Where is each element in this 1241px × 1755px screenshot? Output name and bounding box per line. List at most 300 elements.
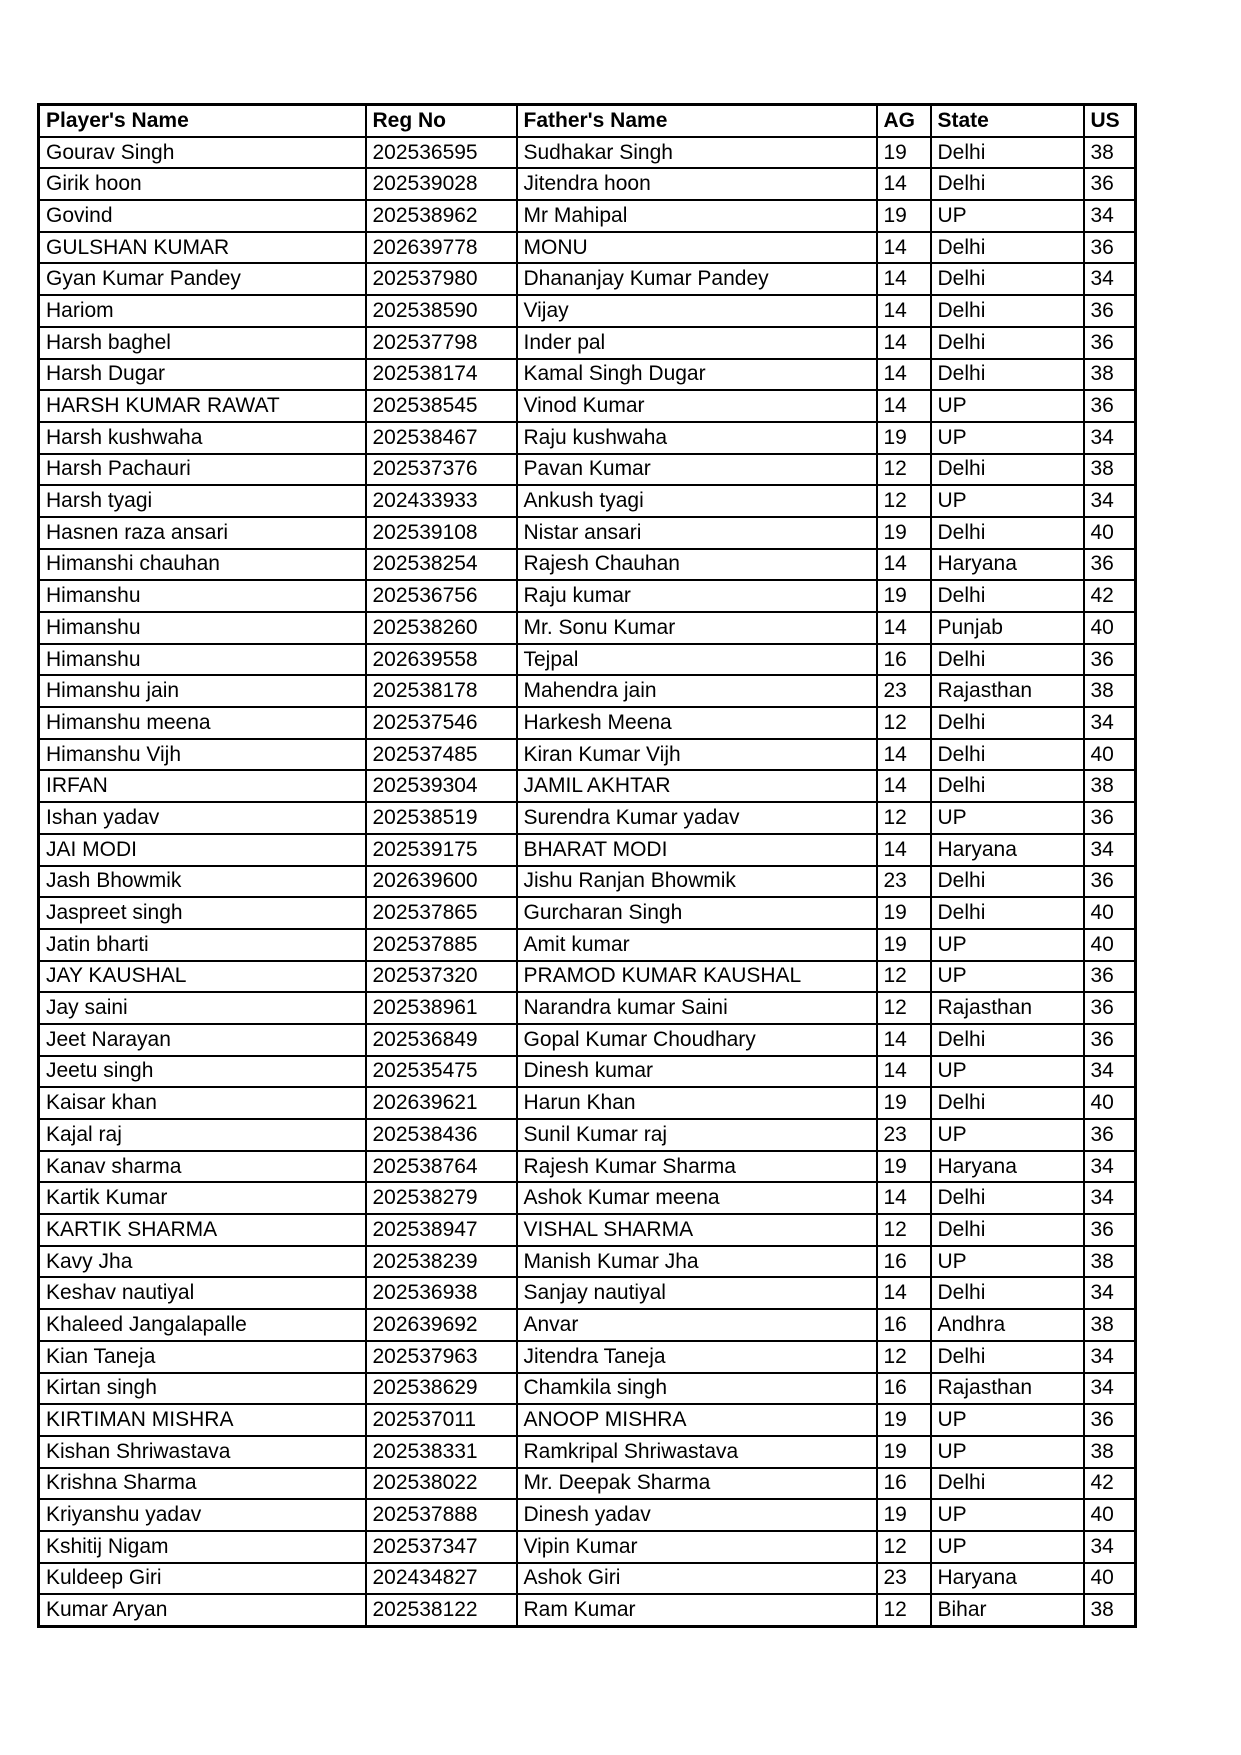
cell-ag: 14: [877, 295, 931, 327]
cell-ag: 12: [877, 992, 931, 1024]
cell-state: UP: [931, 1404, 1084, 1436]
cell-players-name: Harsh Dugar: [39, 359, 366, 391]
cell-us: 34: [1084, 1531, 1136, 1563]
cell-ag: 23: [877, 866, 931, 898]
cell-state: Delhi: [931, 1277, 1084, 1309]
cell-fathers-name: Raju kushwaha: [517, 422, 877, 454]
cell-us: 38: [1084, 359, 1136, 391]
cell-us: 34: [1084, 263, 1136, 295]
cell-players-name: Ishan yadav: [39, 802, 366, 834]
cell-fathers-name: Inder pal: [517, 327, 877, 359]
cell-fathers-name: Jitendra hoon: [517, 168, 877, 200]
cell-fathers-name: Rajesh Kumar Sharma: [517, 1151, 877, 1183]
cell-us: 36: [1084, 866, 1136, 898]
cell-reg-no: 202537885: [366, 929, 517, 961]
cell-players-name: Himanshu jain: [39, 675, 366, 707]
cell-us: 38: [1084, 1246, 1136, 1278]
cell-us: 34: [1084, 1373, 1136, 1405]
cell-reg-no: 202538331: [366, 1436, 517, 1468]
cell-players-name: KIRTIMAN MISHRA: [39, 1404, 366, 1436]
cell-state: Bihar: [931, 1594, 1084, 1626]
cell-state: Delhi: [931, 1341, 1084, 1373]
cell-ag: 14: [877, 834, 931, 866]
header-reg-no: Reg No: [366, 105, 517, 137]
table-row: [39, 1594, 1136, 1626]
cell-ag: 19: [877, 1087, 931, 1119]
cell-players-name: Himanshu: [39, 644, 366, 676]
cell-players-name: Kian Taneja: [39, 1341, 366, 1373]
cell-us: 40: [1084, 897, 1136, 929]
cell-us: 36: [1084, 549, 1136, 581]
table-row: [39, 1087, 1136, 1119]
cell-reg-no: 202538122: [366, 1594, 517, 1626]
table-row: [39, 359, 1136, 391]
cell-fathers-name: Sudhakar Singh: [517, 137, 877, 169]
cell-state: Delhi: [931, 517, 1084, 549]
cell-fathers-name: Amit kumar: [517, 929, 877, 961]
cell-ag: 23: [877, 675, 931, 707]
cell-fathers-name: Sunil Kumar raj: [517, 1119, 877, 1151]
table-row: [39, 1531, 1136, 1563]
cell-players-name: IRFAN: [39, 770, 366, 802]
cell-fathers-name: Harun Khan: [517, 1087, 877, 1119]
cell-ag: 12: [877, 454, 931, 486]
cell-us: 34: [1084, 1151, 1136, 1183]
cell-reg-no: 202639778: [366, 232, 517, 264]
cell-ag: 16: [877, 1246, 931, 1278]
cell-state: Delhi: [931, 359, 1084, 391]
table-row: [39, 1404, 1136, 1436]
cell-players-name: Hasnen raza ansari: [39, 517, 366, 549]
table-row: [39, 992, 1136, 1024]
cell-ag: 14: [877, 1024, 931, 1056]
cell-reg-no: 202538519: [366, 802, 517, 834]
cell-fathers-name: PRAMOD KUMAR KAUSHAL: [517, 961, 877, 993]
cell-us: 40: [1084, 1563, 1136, 1595]
cell-ag: 19: [877, 1151, 931, 1183]
cell-state: UP: [931, 1499, 1084, 1531]
table-row: [39, 1182, 1136, 1214]
cell-fathers-name: Narandra kumar Saini: [517, 992, 877, 1024]
cell-us: 36: [1084, 1119, 1136, 1151]
table-row: [39, 1024, 1136, 1056]
cell-fathers-name: Surendra Kumar yadav: [517, 802, 877, 834]
cell-fathers-name: Dhananjay Kumar Pandey: [517, 263, 877, 295]
table-row: [39, 802, 1136, 834]
table-row: [39, 644, 1136, 676]
cell-ag: 12: [877, 1531, 931, 1563]
cell-players-name: Govind: [39, 200, 366, 232]
cell-reg-no: 202639692: [366, 1309, 517, 1341]
cell-state: UP: [931, 961, 1084, 993]
cell-ag: 16: [877, 1468, 931, 1500]
cell-us: 34: [1084, 1182, 1136, 1214]
cell-us: 38: [1084, 1436, 1136, 1468]
cell-state: Rajasthan: [931, 1373, 1084, 1405]
cell-us: 36: [1084, 168, 1136, 200]
cell-reg-no: 202538545: [366, 390, 517, 422]
cell-players-name: Krishna Sharma: [39, 1468, 366, 1500]
table-row: [39, 897, 1136, 929]
cell-players-name: GULSHAN KUMAR: [39, 232, 366, 264]
cell-reg-no: 202538022: [366, 1468, 517, 1500]
cell-ag: 14: [877, 168, 931, 200]
cell-ag: 14: [877, 1182, 931, 1214]
cell-reg-no: 202538279: [366, 1182, 517, 1214]
cell-players-name: Jatin bharti: [39, 929, 366, 961]
cell-us: 36: [1084, 644, 1136, 676]
cell-players-name: Jeet Narayan: [39, 1024, 366, 1056]
cell-fathers-name: Ashok Kumar meena: [517, 1182, 877, 1214]
cell-players-name: Harsh kushwaha: [39, 422, 366, 454]
cell-reg-no: 202537798: [366, 327, 517, 359]
cell-us: 36: [1084, 295, 1136, 327]
cell-state: Delhi: [931, 866, 1084, 898]
cell-us: 40: [1084, 1087, 1136, 1119]
cell-reg-no: 202539175: [366, 834, 517, 866]
table-row: [39, 866, 1136, 898]
cell-players-name: Kishan Shriwastava: [39, 1436, 366, 1468]
cell-ag: 12: [877, 961, 931, 993]
cell-ag: 14: [877, 359, 931, 391]
table-row: [39, 454, 1136, 486]
cell-state: Delhi: [931, 263, 1084, 295]
cell-players-name: Keshav nautiyal: [39, 1277, 366, 1309]
cell-us: 42: [1084, 1468, 1136, 1500]
cell-state: Delhi: [931, 1087, 1084, 1119]
cell-fathers-name: VISHAL SHARMA: [517, 1214, 877, 1246]
cell-state: Delhi: [931, 644, 1084, 676]
cell-players-name: Himanshu: [39, 612, 366, 644]
cell-fathers-name: Raju kumar: [517, 580, 877, 612]
cell-fathers-name: Jitendra Taneja: [517, 1341, 877, 1373]
cell-reg-no: 202538174: [366, 359, 517, 391]
table-row: [39, 1499, 1136, 1531]
cell-state: Haryana: [931, 834, 1084, 866]
cell-us: 34: [1084, 422, 1136, 454]
cell-ag: 14: [877, 549, 931, 581]
table-row: [39, 707, 1136, 739]
table-row: [39, 232, 1136, 264]
cell-reg-no: 202537888: [366, 1499, 517, 1531]
cell-reg-no: 202536756: [366, 580, 517, 612]
cell-ag: 19: [877, 929, 931, 961]
cell-us: 42: [1084, 580, 1136, 612]
cell-ag: 14: [877, 739, 931, 771]
cell-players-name: HARSH KUMAR RAWAT: [39, 390, 366, 422]
cell-fathers-name: Kamal Singh Dugar: [517, 359, 877, 391]
cell-us: 34: [1084, 1056, 1136, 1088]
cell-ag: 19: [877, 897, 931, 929]
cell-fathers-name: Rajesh Chauhan: [517, 549, 877, 581]
cell-players-name: Himanshu: [39, 580, 366, 612]
cell-us: 34: [1084, 834, 1136, 866]
cell-us: 40: [1084, 1499, 1136, 1531]
cell-reg-no: 202538260: [366, 612, 517, 644]
cell-reg-no: 202536595: [366, 137, 517, 169]
cell-us: 38: [1084, 1594, 1136, 1626]
table-row: [39, 675, 1136, 707]
cell-players-name: Jash Bhowmik: [39, 866, 366, 898]
cell-players-name: Jaspreet singh: [39, 897, 366, 929]
table-body: [39, 137, 1136, 1627]
table-row: [39, 612, 1136, 644]
cell-ag: 19: [877, 137, 931, 169]
cell-ag: 19: [877, 200, 931, 232]
cell-state: UP: [931, 1531, 1084, 1563]
cell-fathers-name: Ram Kumar: [517, 1594, 877, 1626]
cell-state: Delhi: [931, 137, 1084, 169]
cell-fathers-name: Vijay: [517, 295, 877, 327]
cell-state: UP: [931, 929, 1084, 961]
cell-players-name: Himanshu Vijh: [39, 739, 366, 771]
table-row: [39, 770, 1136, 802]
header-fathers-name: Father's Name: [517, 105, 877, 137]
table-row: [39, 168, 1136, 200]
cell-state: Rajasthan: [931, 675, 1084, 707]
table-row: [39, 137, 1136, 169]
cell-fathers-name: Mr. Sonu Kumar: [517, 612, 877, 644]
cell-us: 36: [1084, 1404, 1136, 1436]
cell-state: Haryana: [931, 1151, 1084, 1183]
cell-ag: 19: [877, 1436, 931, 1468]
cell-ag: 12: [877, 1214, 931, 1246]
cell-fathers-name: Ramkripal Shriwastava: [517, 1436, 877, 1468]
cell-fathers-name: Dinesh kumar: [517, 1056, 877, 1088]
cell-us: 36: [1084, 992, 1136, 1024]
table-row: [39, 1563, 1136, 1595]
cell-players-name: Kaisar khan: [39, 1087, 366, 1119]
cell-reg-no: 202537011: [366, 1404, 517, 1436]
cell-ag: 14: [877, 327, 931, 359]
header-row: [39, 105, 1136, 137]
cell-state: UP: [931, 1056, 1084, 1088]
cell-reg-no: 202538961: [366, 992, 517, 1024]
table-row: [39, 1246, 1136, 1278]
cell-state: Andhra: [931, 1309, 1084, 1341]
cell-fathers-name: Mahendra jain: [517, 675, 877, 707]
cell-players-name: Jeetu singh: [39, 1056, 366, 1088]
table-row: [39, 549, 1136, 581]
cell-state: Delhi: [931, 168, 1084, 200]
cell-state: Delhi: [931, 454, 1084, 486]
cell-reg-no: 202538764: [366, 1151, 517, 1183]
cell-players-name: Hariom: [39, 295, 366, 327]
header-us: US: [1084, 105, 1136, 137]
cell-reg-no: 202537865: [366, 897, 517, 929]
cell-reg-no: 202639600: [366, 866, 517, 898]
cell-players-name: Gourav Singh: [39, 137, 366, 169]
cell-fathers-name: Vinod Kumar: [517, 390, 877, 422]
cell-ag: 12: [877, 485, 931, 517]
cell-reg-no: 202535475: [366, 1056, 517, 1088]
cell-ag: 16: [877, 1309, 931, 1341]
cell-players-name: Kriyanshu yadav: [39, 1499, 366, 1531]
cell-state: UP: [931, 802, 1084, 834]
cell-ag: 14: [877, 770, 931, 802]
cell-ag: 14: [877, 263, 931, 295]
cell-state: Delhi: [931, 1182, 1084, 1214]
cell-state: Delhi: [931, 897, 1084, 929]
cell-fathers-name: Gopal Kumar Choudhary: [517, 1024, 877, 1056]
table-row: [39, 580, 1136, 612]
cell-players-name: Gyan Kumar Pandey: [39, 263, 366, 295]
cell-us: 36: [1084, 961, 1136, 993]
cell-us: 36: [1084, 232, 1136, 264]
cell-ag: 23: [877, 1563, 931, 1595]
cell-fathers-name: Chamkila singh: [517, 1373, 877, 1405]
cell-players-name: Kirtan singh: [39, 1373, 366, 1405]
cell-ag: 12: [877, 1341, 931, 1373]
cell-state: Delhi: [931, 1214, 1084, 1246]
cell-ag: 12: [877, 707, 931, 739]
cell-ag: 16: [877, 644, 931, 676]
table-row: [39, 1119, 1136, 1151]
cell-players-name: JAI MODI: [39, 834, 366, 866]
cell-fathers-name: Anvar: [517, 1309, 877, 1341]
cell-fathers-name: Mr Mahipal: [517, 200, 877, 232]
cell-players-name: Kumar Aryan: [39, 1594, 366, 1626]
cell-ag: 23: [877, 1119, 931, 1151]
cell-state: UP: [931, 1119, 1084, 1151]
cell-fathers-name: Harkesh Meena: [517, 707, 877, 739]
cell-state: Delhi: [931, 770, 1084, 802]
cell-state: UP: [931, 1436, 1084, 1468]
cell-reg-no: 202639621: [366, 1087, 517, 1119]
cell-fathers-name: Mr. Deepak Sharma: [517, 1468, 877, 1500]
table-row: [39, 422, 1136, 454]
cell-reg-no: 202538254: [366, 549, 517, 581]
cell-players-name: Harsh Pachauri: [39, 454, 366, 486]
table-row: [39, 1277, 1136, 1309]
cell-us: 40: [1084, 739, 1136, 771]
cell-players-name: Kshitij Nigam: [39, 1531, 366, 1563]
cell-reg-no: 202539304: [366, 770, 517, 802]
cell-reg-no: 202434827: [366, 1563, 517, 1595]
cell-ag: 14: [877, 1277, 931, 1309]
cell-us: 34: [1084, 1277, 1136, 1309]
cell-reg-no: 202539028: [366, 168, 517, 200]
cell-us: 38: [1084, 1309, 1136, 1341]
cell-state: Delhi: [931, 232, 1084, 264]
table-row: [39, 1436, 1136, 1468]
cell-fathers-name: Sanjay nautiyal: [517, 1277, 877, 1309]
table-row: [39, 1341, 1136, 1373]
cell-ag: 14: [877, 1056, 931, 1088]
cell-fathers-name: Kiran Kumar Vijh: [517, 739, 877, 771]
cell-us: 34: [1084, 485, 1136, 517]
cell-reg-no: 202538962: [366, 200, 517, 232]
cell-us: 34: [1084, 200, 1136, 232]
table-row: [39, 834, 1136, 866]
table-row: [39, 295, 1136, 327]
cell-reg-no: 202536849: [366, 1024, 517, 1056]
cell-us: 38: [1084, 137, 1136, 169]
cell-fathers-name: Ankush tyagi: [517, 485, 877, 517]
table-row: [39, 200, 1136, 232]
cell-state: Rajasthan: [931, 992, 1084, 1024]
cell-reg-no: 202537963: [366, 1341, 517, 1373]
cell-us: 36: [1084, 802, 1136, 834]
table-row: [39, 961, 1136, 993]
cell-reg-no: 202538467: [366, 422, 517, 454]
cell-ag: 19: [877, 1404, 931, 1436]
cell-state: Delhi: [931, 1024, 1084, 1056]
cell-fathers-name: JAMIL AKHTAR: [517, 770, 877, 802]
cell-state: UP: [931, 200, 1084, 232]
cell-us: 40: [1084, 517, 1136, 549]
cell-reg-no: 202538947: [366, 1214, 517, 1246]
cell-players-name: Kuldeep Giri: [39, 1563, 366, 1595]
table-row: [39, 1373, 1136, 1405]
cell-state: Punjab: [931, 612, 1084, 644]
cell-reg-no: 202538590: [366, 295, 517, 327]
cell-state: Delhi: [931, 1468, 1084, 1500]
cell-state: Delhi: [931, 327, 1084, 359]
cell-players-name: Kanav sharma: [39, 1151, 366, 1183]
cell-fathers-name: Gurcharan Singh: [517, 897, 877, 929]
cell-fathers-name: MONU: [517, 232, 877, 264]
table-row: [39, 739, 1136, 771]
cell-fathers-name: BHARAT MODI: [517, 834, 877, 866]
table-row: [39, 263, 1136, 295]
cell-fathers-name: Tejpal: [517, 644, 877, 676]
cell-ag: 14: [877, 390, 931, 422]
cell-state: UP: [931, 422, 1084, 454]
cell-us: 40: [1084, 929, 1136, 961]
cell-fathers-name: Manish Kumar Jha: [517, 1246, 877, 1278]
cell-us: 36: [1084, 1214, 1136, 1246]
table-row: [39, 1214, 1136, 1246]
cell-players-name: JAY KAUSHAL: [39, 961, 366, 993]
table-row: [39, 929, 1136, 961]
cell-ag: 12: [877, 1594, 931, 1626]
cell-us: 40: [1084, 612, 1136, 644]
cell-us: 38: [1084, 675, 1136, 707]
cell-ag: 19: [877, 517, 931, 549]
cell-players-name: Harsh baghel: [39, 327, 366, 359]
cell-ag: 19: [877, 422, 931, 454]
cell-reg-no: 202538436: [366, 1119, 517, 1151]
table-row: [39, 485, 1136, 517]
cell-fathers-name: Ashok Giri: [517, 1563, 877, 1595]
cell-us: 36: [1084, 390, 1136, 422]
cell-fathers-name: ANOOP MISHRA: [517, 1404, 877, 1436]
cell-fathers-name: Jishu Ranjan Bhowmik: [517, 866, 877, 898]
cell-reg-no: 202539108: [366, 517, 517, 549]
cell-state: UP: [931, 390, 1084, 422]
cell-reg-no: 202538629: [366, 1373, 517, 1405]
cell-us: 34: [1084, 1341, 1136, 1373]
cell-state: Delhi: [931, 580, 1084, 612]
table-row: [39, 390, 1136, 422]
cell-state: Delhi: [931, 739, 1084, 771]
cell-fathers-name: Pavan Kumar: [517, 454, 877, 486]
cell-reg-no: 202536938: [366, 1277, 517, 1309]
cell-players-name: Himanshi chauhan: [39, 549, 366, 581]
cell-players-name: KARTIK SHARMA: [39, 1214, 366, 1246]
cell-players-name: Harsh tyagi: [39, 485, 366, 517]
players-table: [37, 103, 1137, 1628]
cell-us: 36: [1084, 327, 1136, 359]
cell-state: Haryana: [931, 549, 1084, 581]
table-row: [39, 517, 1136, 549]
cell-us: 38: [1084, 454, 1136, 486]
table-row: [39, 1309, 1136, 1341]
cell-reg-no: 202538239: [366, 1246, 517, 1278]
cell-ag: 19: [877, 580, 931, 612]
cell-ag: 14: [877, 612, 931, 644]
